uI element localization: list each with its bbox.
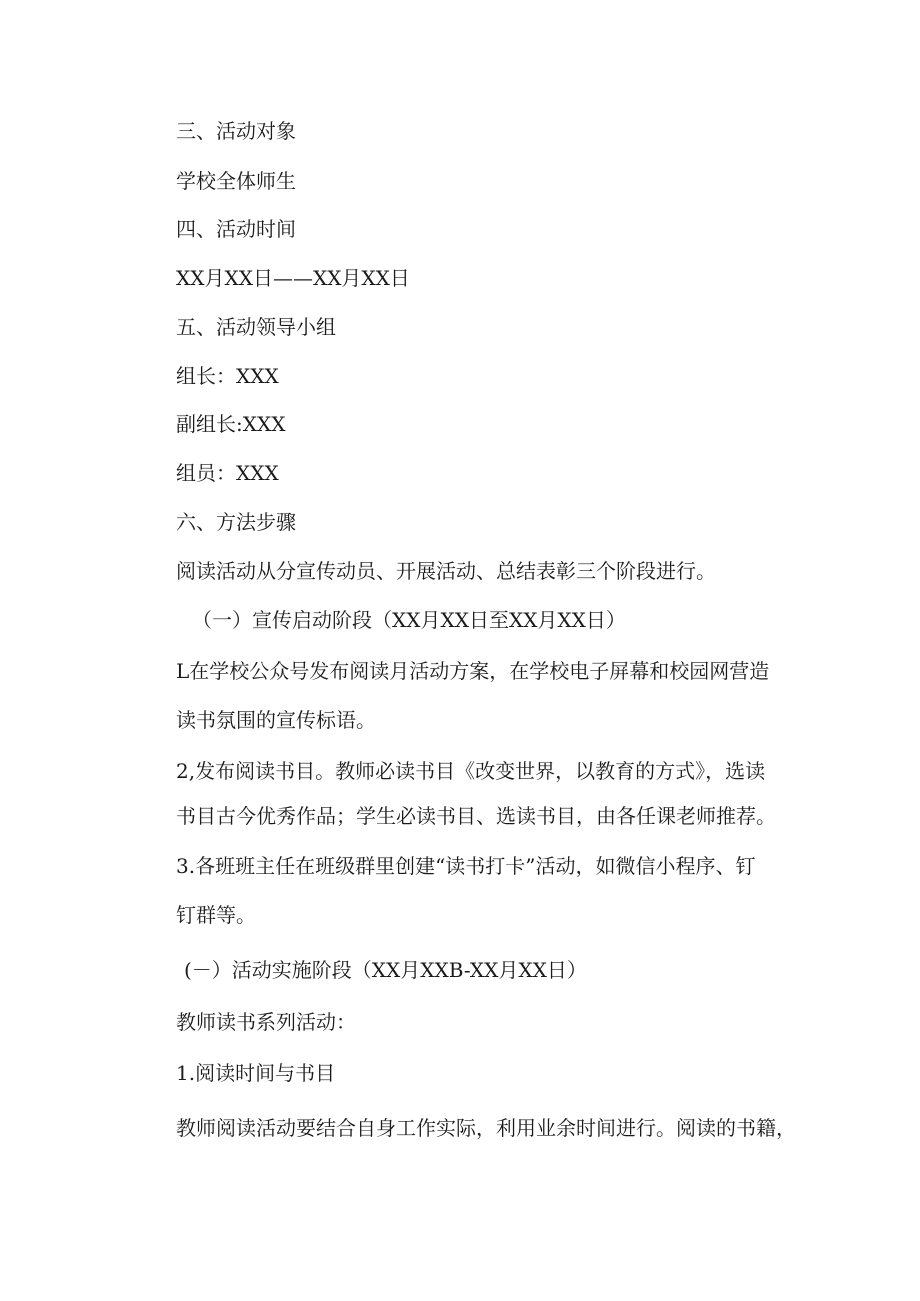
paragraph: L在学校公众号发布阅读月活动方案，在学校电子屏幕和校园网营造 xyxy=(176,659,770,683)
item-heading: 1.阅读时间与书目 xyxy=(176,1061,336,1085)
subsection-heading: （一）宣传启动阶段（XX月XX日至XX月XX日） xyxy=(192,608,626,632)
section-heading-6: 六、方法步骤 xyxy=(176,510,296,534)
section-heading-5: 五、活动领导小组 xyxy=(176,315,336,339)
paragraph: 读书氛围的宣传标语。 xyxy=(176,708,376,732)
section-heading-3: 三、活动对象 xyxy=(176,119,296,143)
paragraph: 教师读书系列活动： xyxy=(176,1010,356,1034)
paragraph: 副组长:XXX xyxy=(176,412,286,436)
paragraph: 书目古今优秀作品；学生必读书目、选读书目，由各任课老师推荐。 xyxy=(176,804,776,828)
paragraph: 组长：XXX xyxy=(176,364,279,388)
paragraph: 3.各班班主任在班级群里创建“读书打卡”活动，如微信小程序、钉 xyxy=(176,854,756,878)
paragraph: 钉群等。 xyxy=(176,903,256,927)
subsection-heading: (－）活动实施阶段（XX月XXB-XX月XX日） xyxy=(184,958,587,982)
paragraph: 阅读活动从分宣传动员、开展活动、总结表彰三个阶段进行。 xyxy=(176,559,716,583)
section-heading-4: 四、活动时间 xyxy=(176,217,296,241)
paragraph: 组员：XXX xyxy=(176,461,279,485)
paragraph: 2,发布阅读书目。教师必读书目《改变世界，以教育的方式》，选读 xyxy=(176,759,766,783)
paragraph: 学校全体师生 xyxy=(176,169,296,193)
paragraph: XX月XX日——XX月XX日 xyxy=(176,266,410,290)
paragraph: 教师阅读活动要结合自身工作实际，利用业余时间进行。阅读的书籍， xyxy=(176,1116,796,1140)
